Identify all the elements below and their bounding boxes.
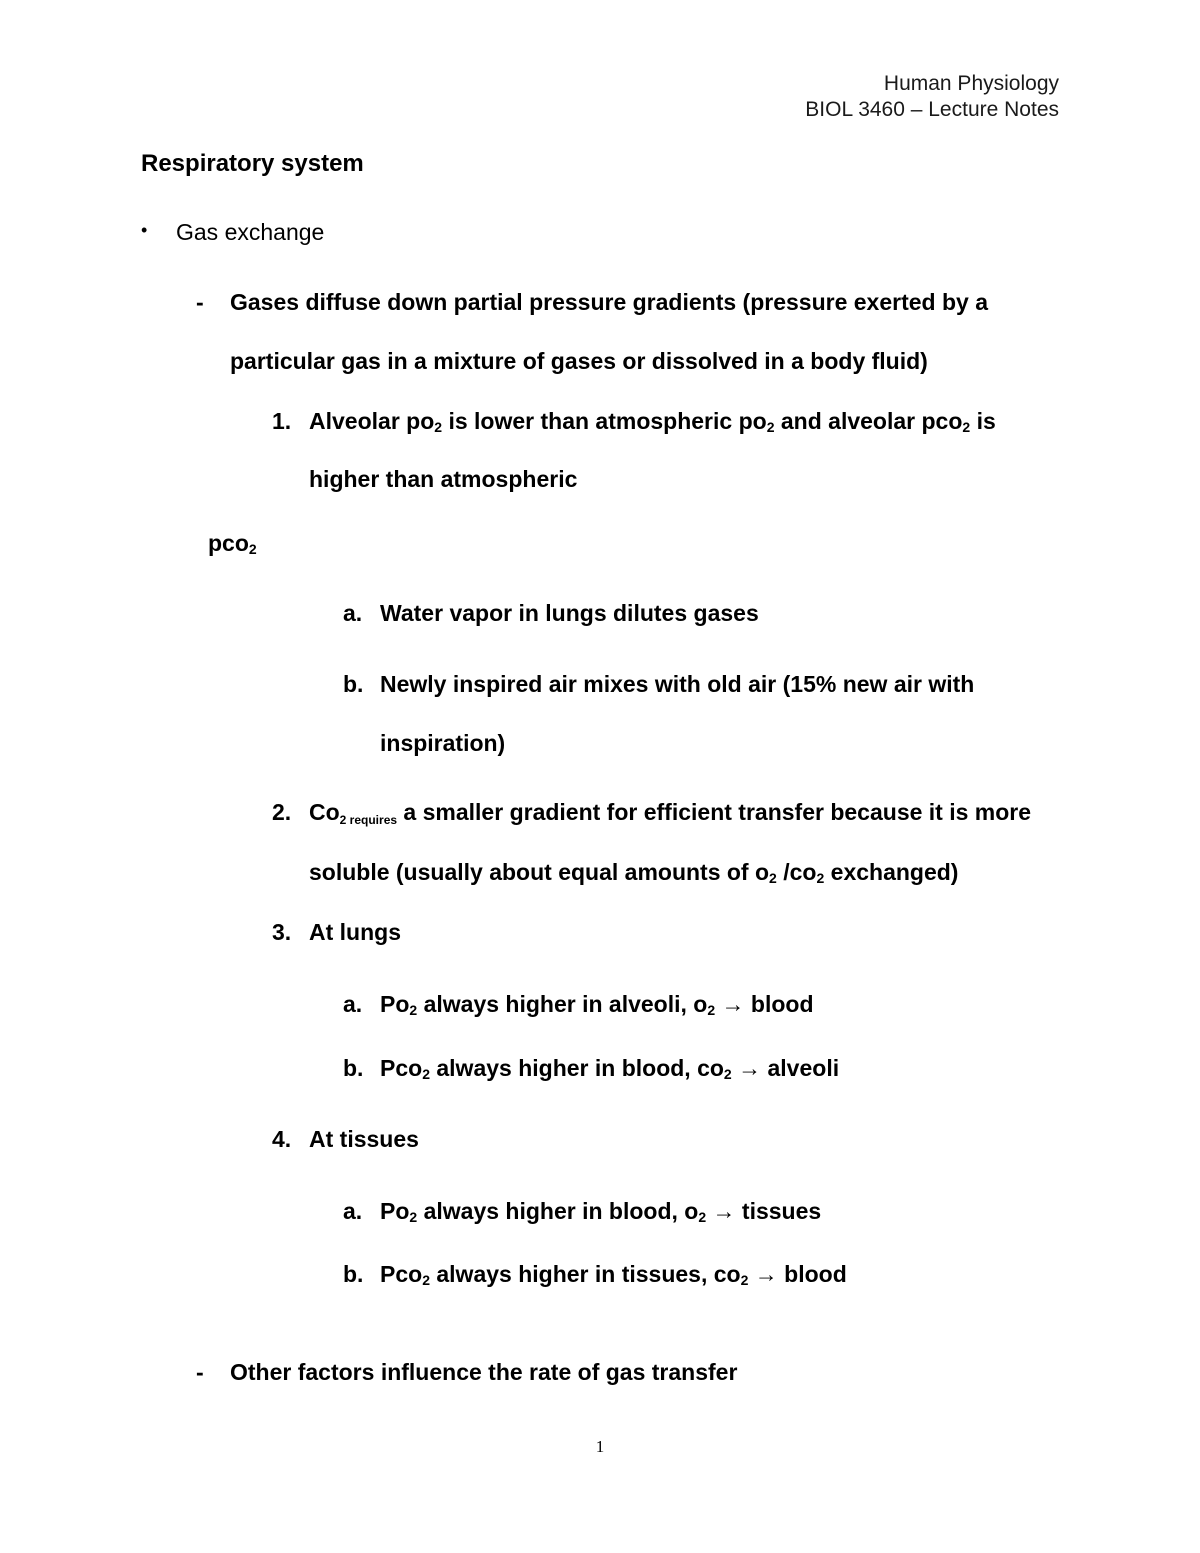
list-item-text: $Co_{2 requires}$ a smaller gradient for efficient transfer because it is more xyxy=(309,799,1032,827)
header-course-code: BIOL 3460 – Lecture Notes xyxy=(805,98,1059,121)
sublist-letter: b. xyxy=(343,1055,364,1081)
list-item-text: At tissues xyxy=(309,1126,419,1152)
paragraph-line: particular gas in a mixture of gases or dissolved in a body fluid) xyxy=(230,348,928,374)
paragraph-line: Other factors influence the rate of gas transfer xyxy=(230,1359,738,1385)
page-title: Respiratory system xyxy=(141,150,364,177)
dash-marker: - xyxy=(196,1359,204,1385)
header-course-name: Human Physiology xyxy=(883,72,1059,95)
list-item-text: higher than atmospheric xyxy=(309,466,578,492)
sublist-letter: a. xyxy=(343,600,363,626)
sublist-item-text: $Po_2$ always higher in alveoli, $o_2$ → blood xyxy=(380,991,814,1018)
dash-marker: - xyxy=(196,289,204,315)
list-number: 3. xyxy=(272,919,292,945)
list-number: 1. xyxy=(272,408,292,434)
section-heading: Gas exchange xyxy=(176,219,325,245)
sublist-item-text: $Po_2$ always higher in blood, $o_2$ → tissues xyxy=(380,1198,822,1225)
sublist-item-text: inspiration) xyxy=(380,730,506,756)
list-number: 4. xyxy=(272,1126,292,1152)
list-item-text: Alveolar $po_2$ is lower than atmospheric $po_2$ and alveolar pco$_2$ is xyxy=(309,408,996,435)
sublist-letter: b. xyxy=(343,671,364,697)
sublist-letter: b. xyxy=(343,1261,364,1287)
list-item-text: soluble (usually about equal amounts of $o_2$ $/co_2$ exchanged) xyxy=(309,859,959,886)
page-number: 1 xyxy=(595,1437,605,1456)
sublist-letter: a. xyxy=(343,991,363,1017)
sublist-item-text: Pco$_2$ always higher in blood, $co_2$ → alveoli xyxy=(380,1055,840,1082)
paragraph-line: Gases diffuse down partial pressure gradients (pressure exerted by a xyxy=(230,289,988,315)
sublist-item-text: Newly inspired air mixes with old air (15% new air with xyxy=(380,671,975,697)
sublist-item-text: Pco$_2$ always higher in tissues, $co_2$ → blood xyxy=(380,1261,847,1288)
sublist-letter: a. xyxy=(343,1198,363,1224)
list-item-text: At lungs xyxy=(309,919,401,945)
list-number: 2. xyxy=(272,799,292,825)
orphan-text: pco$_2$ xyxy=(208,530,257,557)
bullet-marker: • xyxy=(141,220,148,240)
sublist-item-text: Water vapor in lungs dilutes gases xyxy=(380,600,759,626)
